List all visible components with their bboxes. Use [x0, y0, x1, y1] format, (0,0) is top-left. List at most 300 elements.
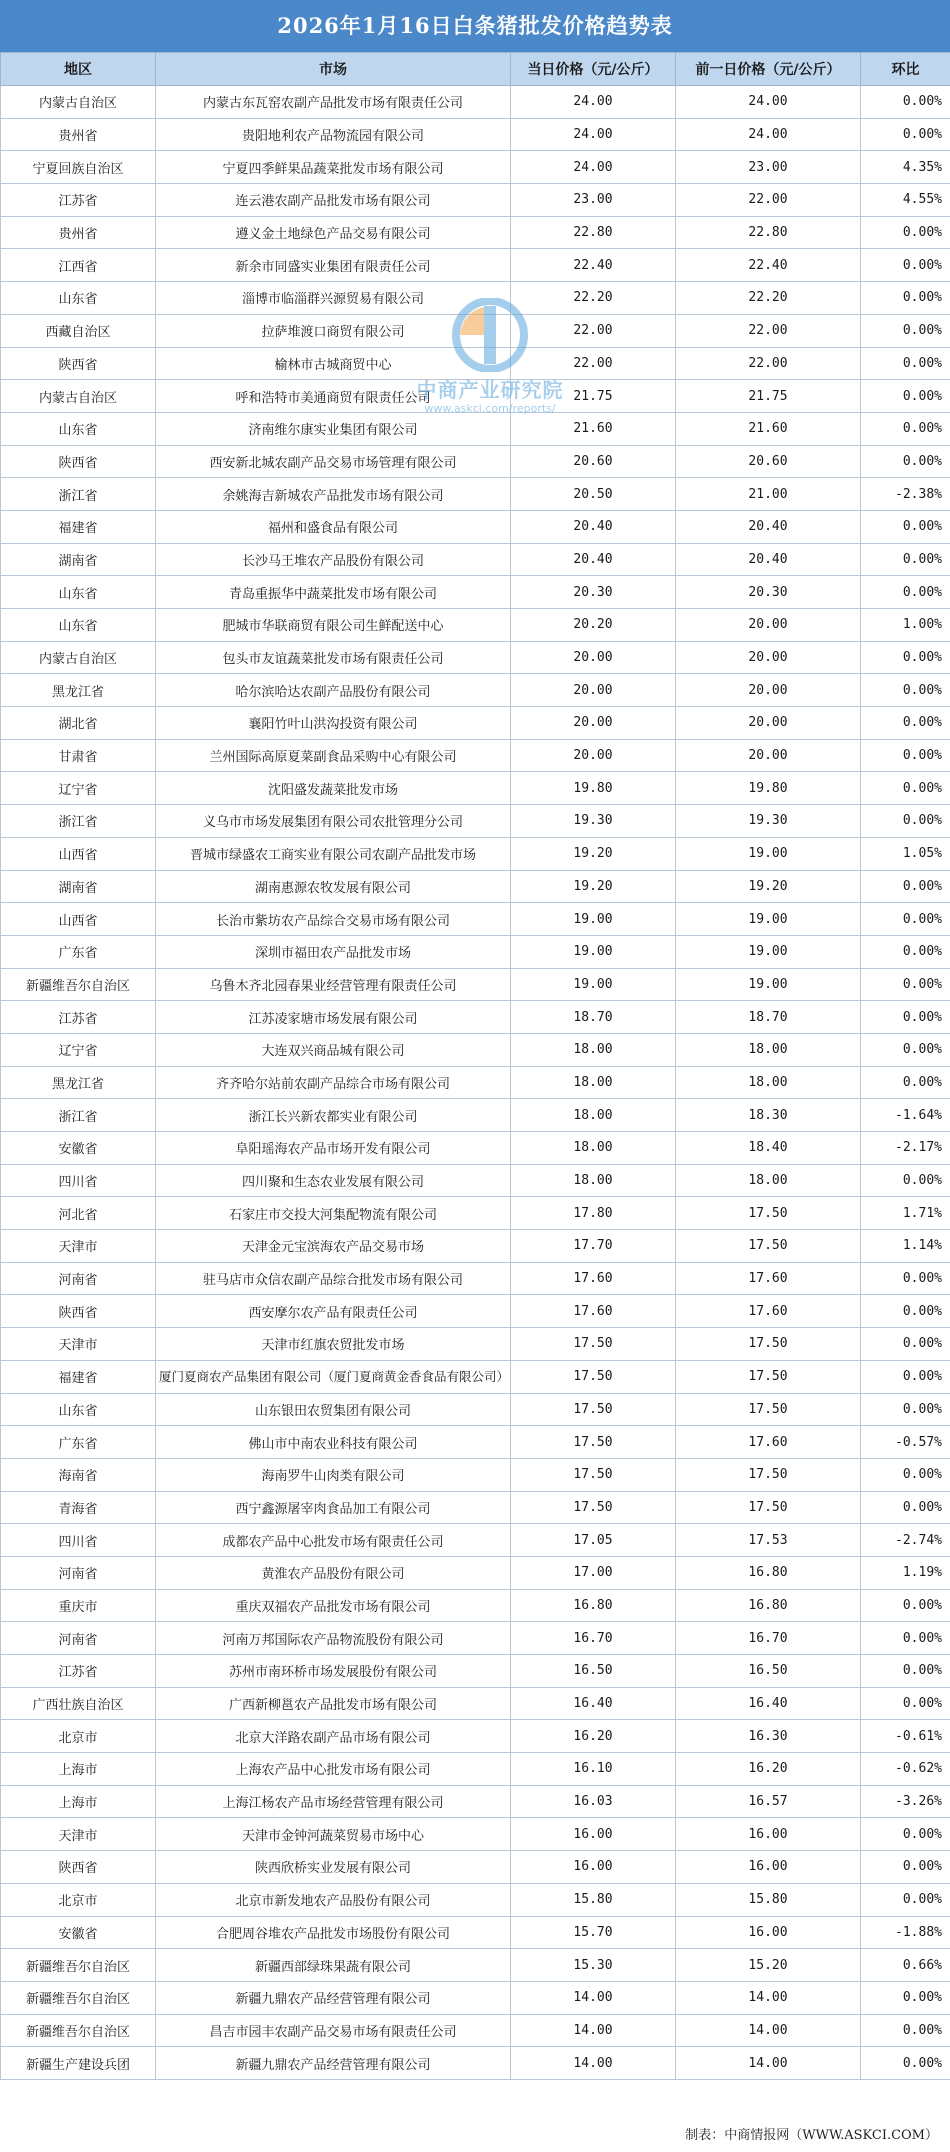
- market-cell: 浙江长兴新农都实业有限公司: [156, 1099, 511, 1132]
- region-cell: 上海市: [1, 1785, 156, 1818]
- change-cell: 0.00%: [861, 1360, 950, 1393]
- change-cell: -1.88%: [861, 1916, 950, 1949]
- change-cell: 0.00%: [861, 1491, 950, 1524]
- table-row: [1, 216, 950, 249]
- change-cell: -2.17%: [861, 1132, 950, 1165]
- table-row: [1, 739, 950, 772]
- table-row: [1, 609, 950, 642]
- table-row: [1, 1556, 950, 1589]
- table-row: [1, 1295, 950, 1328]
- table-row: [1, 151, 950, 184]
- region-cell: 江苏省: [1, 1655, 156, 1688]
- today-price-cell: 17.50: [511, 1393, 676, 1426]
- prev-price-cell: 15.20: [676, 1949, 861, 1982]
- prev-price-cell: 14.00: [676, 1981, 861, 2014]
- today-price-cell: 22.00: [511, 347, 676, 380]
- today-price-cell: 20.60: [511, 445, 676, 478]
- prev-price-cell: 20.00: [676, 641, 861, 674]
- prev-price-cell: 22.20: [676, 282, 861, 315]
- prev-price-cell: 16.00: [676, 1916, 861, 1949]
- region-cell: 辽宁省: [1, 1033, 156, 1066]
- region-cell: 山西省: [1, 903, 156, 936]
- today-price-cell: 16.50: [511, 1655, 676, 1688]
- market-cell: 肥城市华联商贸有限公司生鲜配送中心: [156, 609, 511, 642]
- market-cell: 新疆九鼎农产品经营管理有限公司: [156, 2047, 511, 2080]
- region-cell: 上海市: [1, 1753, 156, 1786]
- prev-price-cell: 22.00: [676, 347, 861, 380]
- change-cell: -0.61%: [861, 1720, 950, 1753]
- market-cell: 上海农产品中心批发市场有限公司: [156, 1753, 511, 1786]
- table-row: [1, 641, 950, 674]
- prev-price-cell: 16.70: [676, 1622, 861, 1655]
- region-cell: 四川省: [1, 1164, 156, 1197]
- change-cell: -1.64%: [861, 1099, 950, 1132]
- market-cell: 长治市紫坊农产品综合交易市场有限公司: [156, 903, 511, 936]
- change-cell: 0.00%: [861, 674, 950, 707]
- change-cell: 0.00%: [861, 1589, 950, 1622]
- prev-price-cell: 19.00: [676, 837, 861, 870]
- region-cell: 浙江省: [1, 478, 156, 511]
- market-cell: 连云港农副产品批发市场有限公司: [156, 184, 511, 217]
- table-row: [1, 707, 950, 740]
- market-cell: 乌鲁木齐北园春果业经营管理有限责任公司: [156, 968, 511, 1001]
- market-cell: 新疆西部绿珠果蔬有限公司: [156, 1949, 511, 1982]
- table-row: [1, 478, 950, 511]
- prev-price-cell: 18.00: [676, 1066, 861, 1099]
- today-price-cell: 21.60: [511, 412, 676, 445]
- header-market: 市场: [156, 53, 511, 86]
- today-price-cell: 20.00: [511, 674, 676, 707]
- table-row: [1, 1132, 950, 1165]
- market-cell: 大连双兴商品城有限公司: [156, 1033, 511, 1066]
- market-cell: 海南罗牛山肉类有限公司: [156, 1458, 511, 1491]
- region-cell: 辽宁省: [1, 772, 156, 805]
- prev-price-cell: 19.00: [676, 903, 861, 936]
- footer-source: 制表：中商情报网（WWW.ASKCI.COM）: [685, 2128, 938, 2143]
- region-cell: 陕西省: [1, 445, 156, 478]
- table-row: [1, 1883, 950, 1916]
- table-row: [1, 347, 950, 380]
- market-cell: 呼和浩特市美通商贸有限责任公司: [156, 380, 511, 413]
- region-cell: 天津市: [1, 1328, 156, 1361]
- today-price-cell: 18.00: [511, 1033, 676, 1066]
- region-cell: 黑龙江省: [1, 1066, 156, 1099]
- today-price-cell: 18.70: [511, 1001, 676, 1034]
- today-price-cell: 20.40: [511, 510, 676, 543]
- market-cell: 新疆九鼎农产品经营管理有限公司: [156, 1981, 511, 2014]
- table-row: [1, 1981, 950, 2014]
- change-cell: -2.74%: [861, 1524, 950, 1557]
- table-row: [1, 1230, 950, 1263]
- today-price-cell: 16.40: [511, 1687, 676, 1720]
- today-price-cell: 20.00: [511, 707, 676, 740]
- market-cell: 成都农产品中心批发市场有限责任公司: [156, 1524, 511, 1557]
- region-cell: 新疆生产建设兵团: [1, 2047, 156, 2080]
- market-cell: 驻马店市众信农副产品综合批发市场有限公司: [156, 1262, 511, 1295]
- table-row: [1, 1655, 950, 1688]
- region-cell: 江西省: [1, 249, 156, 282]
- today-price-cell: 20.20: [511, 609, 676, 642]
- table-row: [1, 1949, 950, 1982]
- region-cell: 贵州省: [1, 216, 156, 249]
- table-row: [1, 837, 950, 870]
- table-row: [1, 1099, 950, 1132]
- change-cell: 0.66%: [861, 1949, 950, 1982]
- today-price-cell: 19.30: [511, 805, 676, 838]
- region-cell: 安徽省: [1, 1132, 156, 1165]
- prev-price-cell: 20.00: [676, 674, 861, 707]
- watermark-url: www.askci.com/reports/: [424, 402, 556, 415]
- table-row: [1, 412, 950, 445]
- market-cell: 拉萨堆渡口商贸有限公司: [156, 314, 511, 347]
- today-price-cell: 20.00: [511, 641, 676, 674]
- today-price-cell: 17.50: [511, 1426, 676, 1459]
- prev-price-cell: 19.80: [676, 772, 861, 805]
- today-price-cell: 16.00: [511, 1818, 676, 1851]
- change-cell: 4.55%: [861, 184, 950, 217]
- table-row: [1, 118, 950, 151]
- market-cell: 江苏凌家塘市场发展有限公司: [156, 1001, 511, 1034]
- change-cell: 0.00%: [861, 2014, 950, 2047]
- region-cell: 广西壮族自治区: [1, 1687, 156, 1720]
- market-cell: 贵阳地利农产品物流园有限公司: [156, 118, 511, 151]
- change-cell: 0.00%: [861, 1981, 950, 2014]
- table-row: [1, 2047, 950, 2080]
- prev-price-cell: 22.00: [676, 314, 861, 347]
- table-row: [1, 1458, 950, 1491]
- change-cell: 0.00%: [861, 739, 950, 772]
- table-row: [1, 1785, 950, 1818]
- region-cell: 湖南省: [1, 543, 156, 576]
- market-cell: 哈尔滨哈达农副产品股份有限公司: [156, 674, 511, 707]
- market-cell: 义乌市市场发展集团有限公司农批管理分公司: [156, 805, 511, 838]
- today-price-cell: 14.00: [511, 1981, 676, 2014]
- table-row: [1, 249, 950, 282]
- change-cell: 0.00%: [861, 314, 950, 347]
- today-price-cell: 18.00: [511, 1132, 676, 1165]
- today-price-cell: 20.30: [511, 576, 676, 609]
- prev-price-cell: 20.00: [676, 609, 861, 642]
- prev-price-cell: 16.80: [676, 1556, 861, 1589]
- change-cell: -0.57%: [861, 1426, 950, 1459]
- table-row: [1, 772, 950, 805]
- market-cell: 沈阳盛发蔬菜批发市场: [156, 772, 511, 805]
- market-cell: 深圳市福田农产品批发市场: [156, 935, 511, 968]
- header-row: [1, 53, 950, 86]
- today-price-cell: 15.70: [511, 1916, 676, 1949]
- today-price-cell: 18.00: [511, 1164, 676, 1197]
- change-cell: 0.00%: [861, 1066, 950, 1099]
- change-cell: 0.00%: [861, 1687, 950, 1720]
- region-cell: 湖南省: [1, 870, 156, 903]
- table-row: [1, 543, 950, 576]
- prev-price-cell: 24.00: [676, 118, 861, 151]
- prev-price-cell: 23.00: [676, 151, 861, 184]
- region-cell: 甘肃省: [1, 739, 156, 772]
- prev-price-cell: 18.70: [676, 1001, 861, 1034]
- table-row: [1, 1851, 950, 1884]
- market-cell: 西安新北城农副产品交易市场管理有限公司: [156, 445, 511, 478]
- prev-price-cell: 17.60: [676, 1295, 861, 1328]
- prev-price-cell: 17.60: [676, 1426, 861, 1459]
- market-cell: 齐齐哈尔站前农副产品综合市场有限公司: [156, 1066, 511, 1099]
- market-cell: 余姚海吉新城农产品批发市场有限公司: [156, 478, 511, 511]
- prev-price-cell: 19.00: [676, 968, 861, 1001]
- change-cell: 1.05%: [861, 837, 950, 870]
- table-row: [1, 805, 950, 838]
- region-cell: 山东省: [1, 576, 156, 609]
- table-row: [1, 184, 950, 217]
- region-cell: 山东省: [1, 1393, 156, 1426]
- region-cell: 山东省: [1, 412, 156, 445]
- region-cell: 天津市: [1, 1818, 156, 1851]
- change-cell: -3.26%: [861, 1785, 950, 1818]
- region-cell: 新疆维吾尔自治区: [1, 1981, 156, 2014]
- region-cell: 陕西省: [1, 1851, 156, 1884]
- change-cell: 0.00%: [861, 216, 950, 249]
- prev-price-cell: 14.00: [676, 2014, 861, 2047]
- change-cell: 0.00%: [861, 968, 950, 1001]
- table-row: [1, 1916, 950, 1949]
- table-row: [1, 1328, 950, 1361]
- prev-price-cell: 22.40: [676, 249, 861, 282]
- prev-price-cell: 18.00: [676, 1033, 861, 1066]
- prev-price-cell: 20.00: [676, 707, 861, 740]
- change-cell: 0.00%: [861, 1328, 950, 1361]
- today-price-cell: 21.75: [511, 380, 676, 413]
- market-cell: 佛山市中南农业科技有限公司: [156, 1426, 511, 1459]
- today-price-cell: 23.00: [511, 184, 676, 217]
- region-cell: 山西省: [1, 837, 156, 870]
- prev-price-cell: 16.80: [676, 1589, 861, 1622]
- region-cell: 广东省: [1, 935, 156, 968]
- today-price-cell: 17.70: [511, 1230, 676, 1263]
- change-cell: 0.00%: [861, 1458, 950, 1491]
- today-price-cell: 17.80: [511, 1197, 676, 1230]
- market-cell: 兰州国际高原夏菜副食品采购中心有限公司: [156, 739, 511, 772]
- prev-price-cell: 16.50: [676, 1655, 861, 1688]
- today-price-cell: 22.80: [511, 216, 676, 249]
- change-cell: 1.19%: [861, 1556, 950, 1589]
- today-price-cell: 24.00: [511, 151, 676, 184]
- prev-price-cell: 16.00: [676, 1851, 861, 1884]
- prev-price-cell: 16.30: [676, 1720, 861, 1753]
- table-row: [1, 1589, 950, 1622]
- today-price-cell: 20.40: [511, 543, 676, 576]
- table-row: [1, 870, 950, 903]
- region-cell: 河南省: [1, 1556, 156, 1589]
- table-row: [1, 1426, 950, 1459]
- prev-price-cell: 21.60: [676, 412, 861, 445]
- today-price-cell: 17.05: [511, 1524, 676, 1557]
- change-cell: 0.00%: [861, 1622, 950, 1655]
- change-cell: 0.00%: [861, 1393, 950, 1426]
- prev-price-cell: 16.40: [676, 1687, 861, 1720]
- region-cell: 陕西省: [1, 347, 156, 380]
- table-row: [1, 903, 950, 936]
- region-cell: 河北省: [1, 1197, 156, 1230]
- prev-price-cell: 22.80: [676, 216, 861, 249]
- market-cell: 福州和盛食品有限公司: [156, 510, 511, 543]
- today-price-cell: 17.50: [511, 1491, 676, 1524]
- region-cell: 新疆维吾尔自治区: [1, 1949, 156, 1982]
- change-cell: 0.00%: [861, 118, 950, 151]
- market-cell: 黄淮农产品股份有限公司: [156, 1556, 511, 1589]
- market-cell: 襄阳竹叶山洪沟投资有限公司: [156, 707, 511, 740]
- region-cell: 内蒙古自治区: [1, 380, 156, 413]
- region-cell: 福建省: [1, 1360, 156, 1393]
- market-cell: 陕西欣桥实业发展有限公司: [156, 1851, 511, 1884]
- today-price-cell: 17.50: [511, 1328, 676, 1361]
- market-cell: 淄博市临淄群兴源贸易有限公司: [156, 282, 511, 315]
- today-price-cell: 16.10: [511, 1753, 676, 1786]
- region-cell: 四川省: [1, 1524, 156, 1557]
- region-cell: 北京市: [1, 1883, 156, 1916]
- table-row: [1, 1197, 950, 1230]
- today-price-cell: 16.20: [511, 1720, 676, 1753]
- change-cell: 0.00%: [861, 1655, 950, 1688]
- table-row: [1, 1720, 950, 1753]
- region-cell: 陕西省: [1, 1295, 156, 1328]
- change-cell: 0.00%: [861, 510, 950, 543]
- change-cell: 0.00%: [861, 380, 950, 413]
- market-cell: 河南万邦国际农产品物流股份有限公司: [156, 1622, 511, 1655]
- table-title: 2026年1月16日白条猪批发价格趋势表: [0, 0, 950, 52]
- region-cell: 黑龙江省: [1, 674, 156, 707]
- market-cell: 新余市同盛实业集团有限责任公司: [156, 249, 511, 282]
- today-price-cell: 22.40: [511, 249, 676, 282]
- table-row: [1, 935, 950, 968]
- table-row: [1, 1066, 950, 1099]
- region-cell: 浙江省: [1, 1099, 156, 1132]
- prev-price-cell: 15.80: [676, 1883, 861, 1916]
- today-price-cell: 17.00: [511, 1556, 676, 1589]
- change-cell: 4.35%: [861, 151, 950, 184]
- change-cell: 0.00%: [861, 1883, 950, 1916]
- today-price-cell: 24.00: [511, 118, 676, 151]
- prev-price-cell: 18.30: [676, 1099, 861, 1132]
- prev-price-cell: 20.40: [676, 510, 861, 543]
- today-price-cell: 17.50: [511, 1360, 676, 1393]
- market-cell: 济南维尔康实业集团有限公司: [156, 412, 511, 445]
- table-row: [1, 968, 950, 1001]
- prev-price-cell: 16.20: [676, 1753, 861, 1786]
- region-cell: 新疆维吾尔自治区: [1, 968, 156, 1001]
- today-price-cell: 16.03: [511, 1785, 676, 1818]
- market-cell: 天津金元宝滨海农产品交易市场: [156, 1230, 511, 1263]
- market-cell: 山东银田农贸集团有限公司: [156, 1393, 511, 1426]
- change-cell: 0.00%: [861, 1295, 950, 1328]
- prev-price-cell: 21.00: [676, 478, 861, 511]
- table-body: [1, 86, 950, 2080]
- change-cell: 0.00%: [861, 543, 950, 576]
- prev-price-cell: 17.50: [676, 1491, 861, 1524]
- market-cell: 西宁鑫源屠宰肉食品加工有限公司: [156, 1491, 511, 1524]
- region-cell: 新疆维吾尔自治区: [1, 2014, 156, 2047]
- market-cell: 内蒙古东瓦窑农副产品批发市场有限责任公司: [156, 86, 511, 119]
- region-cell: 湖北省: [1, 707, 156, 740]
- prev-price-cell: 20.00: [676, 739, 861, 772]
- region-cell: 福建省: [1, 510, 156, 543]
- change-cell: 0.00%: [861, 870, 950, 903]
- region-cell: 江苏省: [1, 184, 156, 217]
- today-price-cell: 17.60: [511, 1262, 676, 1295]
- today-price-cell: 22.20: [511, 282, 676, 315]
- prev-price-cell: 22.00: [676, 184, 861, 217]
- price-table: [0, 52, 950, 2080]
- region-cell: 宁夏回族自治区: [1, 151, 156, 184]
- today-price-cell: 16.00: [511, 1851, 676, 1884]
- region-cell: 内蒙古自治区: [1, 641, 156, 674]
- region-cell: 贵州省: [1, 118, 156, 151]
- region-cell: 河南省: [1, 1262, 156, 1295]
- market-cell: 遵义金土地绿色产品交易有限公司: [156, 216, 511, 249]
- table-row: [1, 1360, 950, 1393]
- header-region: 地区: [1, 53, 156, 86]
- today-price-cell: 20.00: [511, 739, 676, 772]
- region-cell: 山东省: [1, 609, 156, 642]
- market-cell: 北京大洋路农副产品市场有限公司: [156, 1720, 511, 1753]
- market-cell: 广西新柳邕农产品批发市场有限公司: [156, 1687, 511, 1720]
- change-cell: 1.00%: [861, 609, 950, 642]
- header-change: 环比: [861, 53, 950, 86]
- prev-price-cell: 19.00: [676, 935, 861, 968]
- prev-price-cell: 24.00: [676, 86, 861, 119]
- prev-price-cell: 17.50: [676, 1360, 861, 1393]
- prev-price-cell: 19.20: [676, 870, 861, 903]
- table-row: [1, 1164, 950, 1197]
- today-price-cell: 17.60: [511, 1295, 676, 1328]
- change-cell: 1.71%: [861, 1197, 950, 1230]
- table-row: [1, 1524, 950, 1557]
- change-cell: 0.00%: [861, 445, 950, 478]
- table-row: [1, 380, 950, 413]
- today-price-cell: 19.00: [511, 968, 676, 1001]
- today-price-cell: 19.80: [511, 772, 676, 805]
- region-cell: 江苏省: [1, 1001, 156, 1034]
- change-cell: 0.00%: [861, 576, 950, 609]
- market-cell: 西安摩尔农产品有限责任公司: [156, 1295, 511, 1328]
- market-cell: 石家庄市交投大河集配物流有限公司: [156, 1197, 511, 1230]
- today-price-cell: 16.70: [511, 1622, 676, 1655]
- market-cell: 四川聚和生态农业发展有限公司: [156, 1164, 511, 1197]
- market-cell: 天津市红旗农贸批发市场: [156, 1328, 511, 1361]
- change-cell: 0.00%: [861, 2047, 950, 2080]
- prev-price-cell: 16.57: [676, 1785, 861, 1818]
- table-row: [1, 1818, 950, 1851]
- change-cell: 0.00%: [861, 86, 950, 119]
- today-price-cell: 14.00: [511, 2047, 676, 2080]
- change-cell: 0.00%: [861, 1851, 950, 1884]
- region-cell: 河南省: [1, 1622, 156, 1655]
- prev-price-cell: 17.50: [676, 1458, 861, 1491]
- today-price-cell: 19.20: [511, 837, 676, 870]
- table-row: [1, 1033, 950, 1066]
- region-cell: 山东省: [1, 282, 156, 315]
- prev-price-cell: 18.40: [676, 1132, 861, 1165]
- prev-price-cell: 14.00: [676, 2047, 861, 2080]
- region-cell: 天津市: [1, 1230, 156, 1263]
- table-row: [1, 314, 950, 347]
- table-row: [1, 1001, 950, 1034]
- market-cell: 北京市新发地农产品股份有限公司: [156, 1883, 511, 1916]
- prev-price-cell: 17.50: [676, 1230, 861, 1263]
- change-cell: 0.00%: [861, 1001, 950, 1034]
- market-cell: 青岛重振华中蔬菜批发市场有限公司: [156, 576, 511, 609]
- prev-price-cell: 17.60: [676, 1262, 861, 1295]
- change-cell: 0.00%: [861, 412, 950, 445]
- header-today-price: 当日价格（元/公斤）: [511, 53, 676, 86]
